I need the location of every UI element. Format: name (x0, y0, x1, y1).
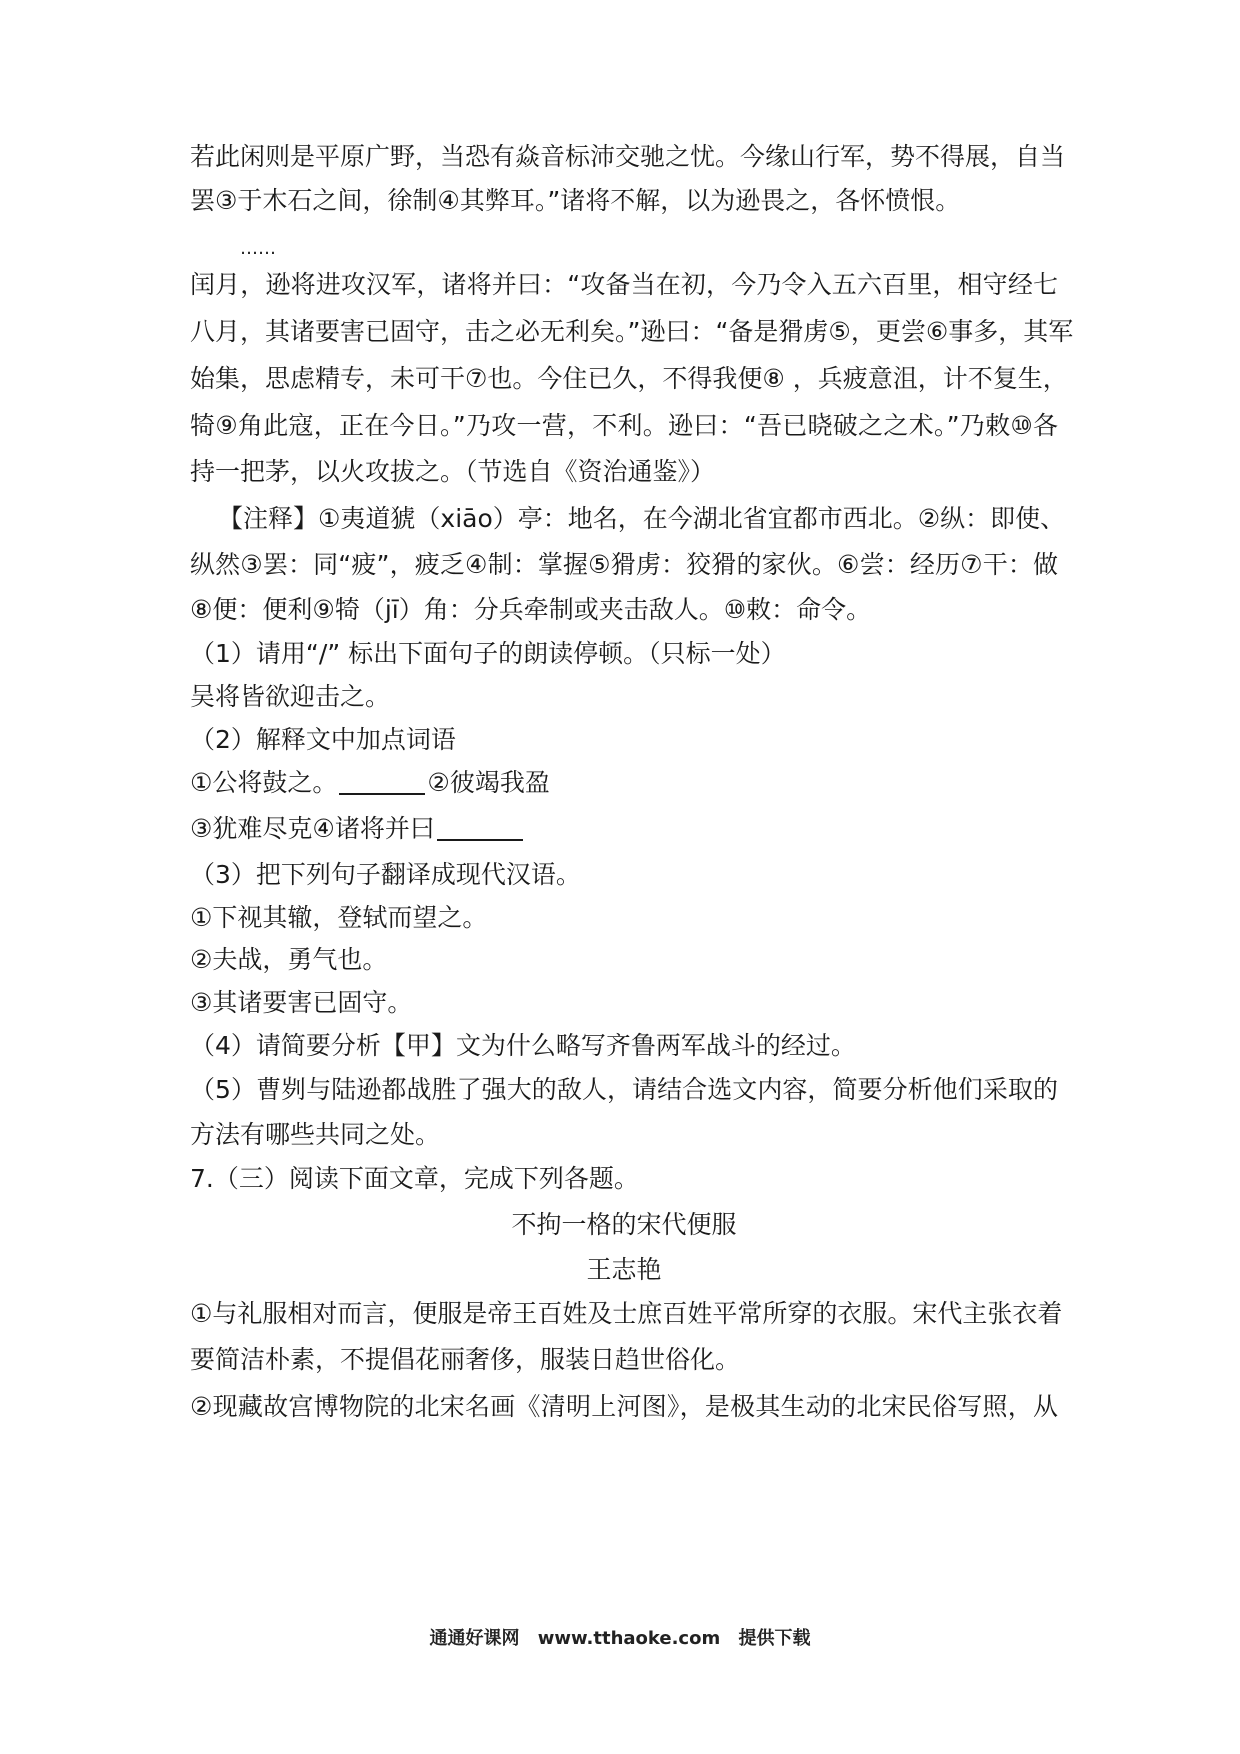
article-paragraph-line: 要简洁朴素，不提倡花丽奢侈，服装日趋世俗化。 (190, 1345, 741, 1374)
article-paragraph-line: ①与礼服相对而言，便服是帝王百姓及士庶百姓平常所穿的衣服。宋代主张衣着 (190, 1299, 1063, 1328)
question-5-cont: 方法有哪些共同之处。 (190, 1120, 441, 1149)
question-2-item-a: ①公将鼓之。 (190, 768, 338, 797)
answer-blank[interactable] (339, 769, 425, 795)
question-1-sentence: 吴将皆欲迎击之。 (190, 682, 391, 711)
passage-line: 犄⑨角此寇，正在今日。”乃攻一营，不利。逊曰：“吾已晓破之之术。”乃敕⑩各 (190, 411, 1058, 440)
page-footer (0, 1624, 1240, 1650)
passage-ellipsis: …… (240, 238, 276, 259)
article-author: 王志艳 (586, 1255, 662, 1284)
question-1: （1）请用“/” 标出下面句子的朗读停顿。（只标一处） (190, 639, 786, 668)
question-3-item: ①下视其辙，登轼而望之。 (190, 903, 488, 932)
passage-line: 罢③于木石之间，徐制④其弊耳。”诸将不解，以为逊畏之，各怀愤恨。 (190, 186, 961, 215)
notes-line: 【注释】①夷道猇（xiāo）亭：地名，在今湖北省宜都市西北。②纵：即使、 (218, 504, 1066, 533)
question-2-row-a (190, 766, 550, 800)
question-2: （2）解释文中加点词语 (190, 725, 456, 754)
article-title: 不拘一格的宋代便服 (511, 1210, 737, 1239)
question-3: （3）把下列句子翻译成现代汉语。 (190, 860, 581, 889)
question-2-item-c: ③犹难尽克④诸将并曰 (190, 814, 435, 843)
question-3-item: ③其诸要害已固守。 (190, 988, 413, 1017)
footer-note: 提供下载 (738, 1628, 811, 1649)
article-paragraph-line: ②现藏故宫博物院的北宋名画《清明上河图》，是极其生动的北宋民俗写照，从 (190, 1392, 1058, 1421)
question-5: （5）曹刿与陆逊都战胜了强大的敌人，请结合选文内容，简要分析他们采取的 (190, 1075, 1058, 1104)
footer-url[interactable]: www.tthaoke.com (537, 1628, 721, 1649)
answer-blank[interactable] (437, 815, 523, 841)
notes-line: 纵然③罢：同“疲”，疲乏④制：掌握⑤猾虏：狡猾的家伙。⑥尝：经历⑦干：做 (190, 550, 1058, 579)
passage-line: 持一把茅，以火攻拔之。（节选自《资治通鉴》） (190, 457, 716, 486)
passage-line: 闰月，逊将进攻汉军，诸将并曰：“攻备当在初，今乃令入五六百里，相守经七 (190, 270, 1058, 299)
passage-line: 始集，思虑精专，未可干⑦也。今住已久，不得我便⑧ ，兵疲意沮，计不复生， (190, 364, 1068, 393)
question-4: （4）请简要分析【甲】文为什么略写齐鲁两军战斗的经过。 (190, 1031, 856, 1060)
footer-site-name: 通通好课网 (429, 1628, 520, 1649)
question-2-item-b: ②彼竭我盈 (427, 768, 550, 797)
passage-line: 八月，其诸要害已固守，击之必无利矣。”逊曰：“备是猾虏⑤，更尝⑥事多，其军 (190, 317, 1074, 346)
passage-line: 若此闲则是平原广野，当恐有焱音标沛交驰之忧。今缘山行军，势不得展，自当 (190, 142, 1066, 171)
section-7-heading: 7.（三）阅读下面文章，完成下列各题。 (190, 1164, 639, 1193)
question-2-row-b (190, 812, 525, 846)
question-3-item: ②夫战，勇气也。 (190, 945, 388, 974)
notes-line: ⑧便：便利⑨犄（jī）角：分兵牵制或夹击敌人。⑩敕：命令。 (190, 595, 872, 624)
